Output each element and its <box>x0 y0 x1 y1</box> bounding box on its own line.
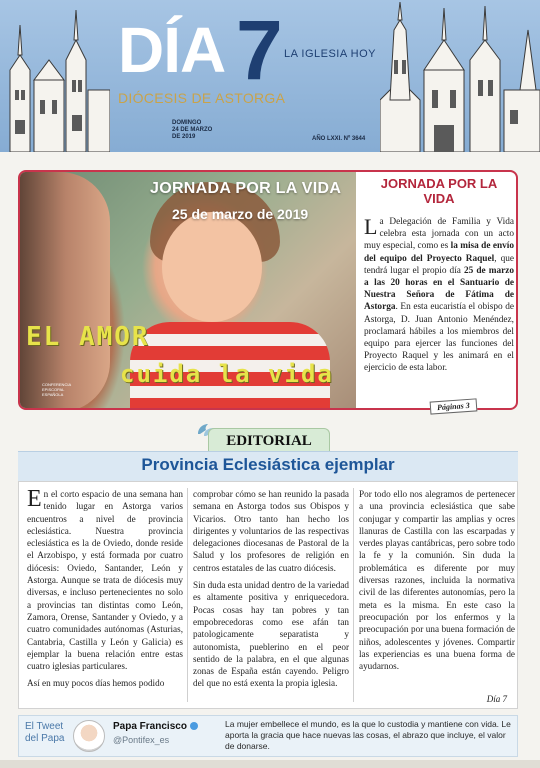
tweet-section-label <box>25 721 64 745</box>
pages-reference-tag[interactable]: Páginas 3 <box>430 398 477 414</box>
editorial-body <box>18 481 518 709</box>
feature-sidebar <box>364 176 514 375</box>
tweet-author[interactable] <box>113 721 198 732</box>
drop-cap: E <box>27 486 42 512</box>
date-line: DE 2019 <box>172 134 196 140</box>
editorial-headline: Provincia Eclesiástica ejemplar <box>141 455 395 474</box>
masthead <box>0 0 540 152</box>
avatar[interactable] <box>73 720 105 752</box>
cathedral-right-illustration <box>380 0 540 152</box>
feature-text: a Delegación de Familia y Vida celebra esta jornada con un acto muy especial, como es <box>364 217 514 252</box>
feature-text-bold: la misa de envío del equipo del Proyecto Raquel <box>364 241 514 264</box>
date-line: 24 DE MARZO <box>172 127 213 133</box>
paragraph: Así en muy pocos días hemos podido <box>27 678 165 689</box>
column-divider <box>187 488 188 702</box>
issue-date <box>172 120 212 141</box>
feature-title: JORNADA POR LA VIDA <box>380 176 498 206</box>
tweet-label-line: El Tweet <box>25 721 64 732</box>
tweet-author-name: Papa Francisco <box>113 721 187 732</box>
page-bottom-edge <box>0 760 540 768</box>
photo-child-face <box>162 212 262 322</box>
photo-date: 25 de marzo de 2019 <box>172 206 309 222</box>
editorial-signature: Día 7 <box>486 694 507 704</box>
editorial-header <box>18 451 518 481</box>
diocese-name: DIÓCESIS DE ASTORGA <box>118 90 286 106</box>
title-dia: DÍA <box>118 14 226 86</box>
feature-body <box>364 216 514 375</box>
slogan-line-1: EL AMOR <box>26 322 150 352</box>
photo-adult-figure <box>20 172 110 408</box>
feature-box <box>18 170 518 410</box>
paragraph-text: n el corto espacio de una semana han tenido lugar en Astorga varios encuentros a nivel de provincia eclesiástica. Nuestra provincia eclesiástica es la de Oviedo, donde reside el Arzobispo, y está formada por cuatro diócesis: Oviedo, Santander, León y Astorga. Aunque se trata de diócesis muy diversas, e incluso pertenecientes no solo a provincias tan distintas como León, Zamora, Orense, Santander y Oviedo, y a cuatro comunidades autónomas (Asturias, Cantabria, Castilla y León y Galicia) es ejemplar la buena relación entre estas cuatro iglesias particulares. <box>27 489 183 672</box>
verified-icon <box>190 722 198 730</box>
editorial-column-3 <box>359 488 515 677</box>
date-line: DOMINGO <box>172 120 202 126</box>
photo-credit: CONFERENCIA EPISCOPAL ESPAÑOLA <box>42 382 71 397</box>
feature-text: . En esta eucaristía el obispo de Astorga, D. Juan Antonio Menéndez, proclamará hábiles a los miembros del equipo para ejercer las funciones del Proyecto Raquel y les animará en el ejercicio de esta labor. <box>364 302 514 374</box>
issue-number: AÑO LXXI. Nº 3644 <box>312 136 366 142</box>
newspaper-title <box>118 3 398 108</box>
slogan-line-2: cuida la vida <box>120 360 334 388</box>
cathedral-left-illustration <box>0 0 110 152</box>
drop-cap: L <box>364 214 378 239</box>
tweet-handle[interactable]: @Pontifex_es <box>113 735 170 745</box>
pope-tweet-box <box>18 715 518 757</box>
tweet-text: La mujer embellece el mundo, es la que lo custodia y mantiene con vida. Le aporta la gracia que hace nuevas las cosas, el abrazo que incluye, el valor de donarse. <box>225 719 511 751</box>
editorial-column-1 <box>27 488 183 695</box>
editorial-column-2 <box>193 488 349 695</box>
paragraph <box>27 488 183 672</box>
paragraph: Sin duda esta unidad dentro de la variedad es altamente positiva y enriquecedora. Pocas cosas hay tan pobres y tan empobrecedoras como ese afán tan patologicamente separatista y autonomista, pueblerino en el peor sentido de la palabra, en el que algunas zonas de España están cayendo. Peligro del que no está exenta la propia iglesia. <box>193 580 349 689</box>
tagline: LA IGLESIA HOY <box>284 48 376 60</box>
feature-photo[interactable] <box>20 172 356 408</box>
paragraph: comprobar cómo se han reunido la pasada semana en Astorga todos sus Obispos y Vicarios. Otro tanto han hecho los dirigentes y voluntarios de las respectivas delegaciones diocesanas de Pastoral de la Salud y los profesores de religión en centros estatales de las cuatro diócesis. <box>193 489 349 573</box>
feature-text-bold: 25 de marzo a las 20 horas en el Santuario de Nuestra Señora de Fátima de Astorga <box>364 265 514 313</box>
column-divider <box>353 488 354 702</box>
title-seven: 7 <box>236 3 283 97</box>
editorial-tab: EDITORIAL <box>208 428 330 452</box>
paragraph: Por todo ello nos alegramos de pertenecer a una provincia eclesiástica que sabe conjugar y compartir las amplias y ocres llanuras de Castilla con las escarpadas y verdes playas cantábricas, pero sobre todo la fe y la comunión. Sin duda la problemática es diferente por muy diversas razones, incluida la normativa civil de las diferentes autonomías, pero la meta es la misma. En este caso la preocupación por los enfermos y la preocupación por una buena formación de niños, adolescentes y jóvenes. Compartir las experiencias es una buena forma de ayudarnos. <box>359 489 515 672</box>
photo-title: JORNADA POR LA VIDA <box>150 180 342 197</box>
feature-text: , que tendrá lugar el propio día <box>364 253 514 276</box>
tweet-label-line: del Papa <box>25 733 65 744</box>
